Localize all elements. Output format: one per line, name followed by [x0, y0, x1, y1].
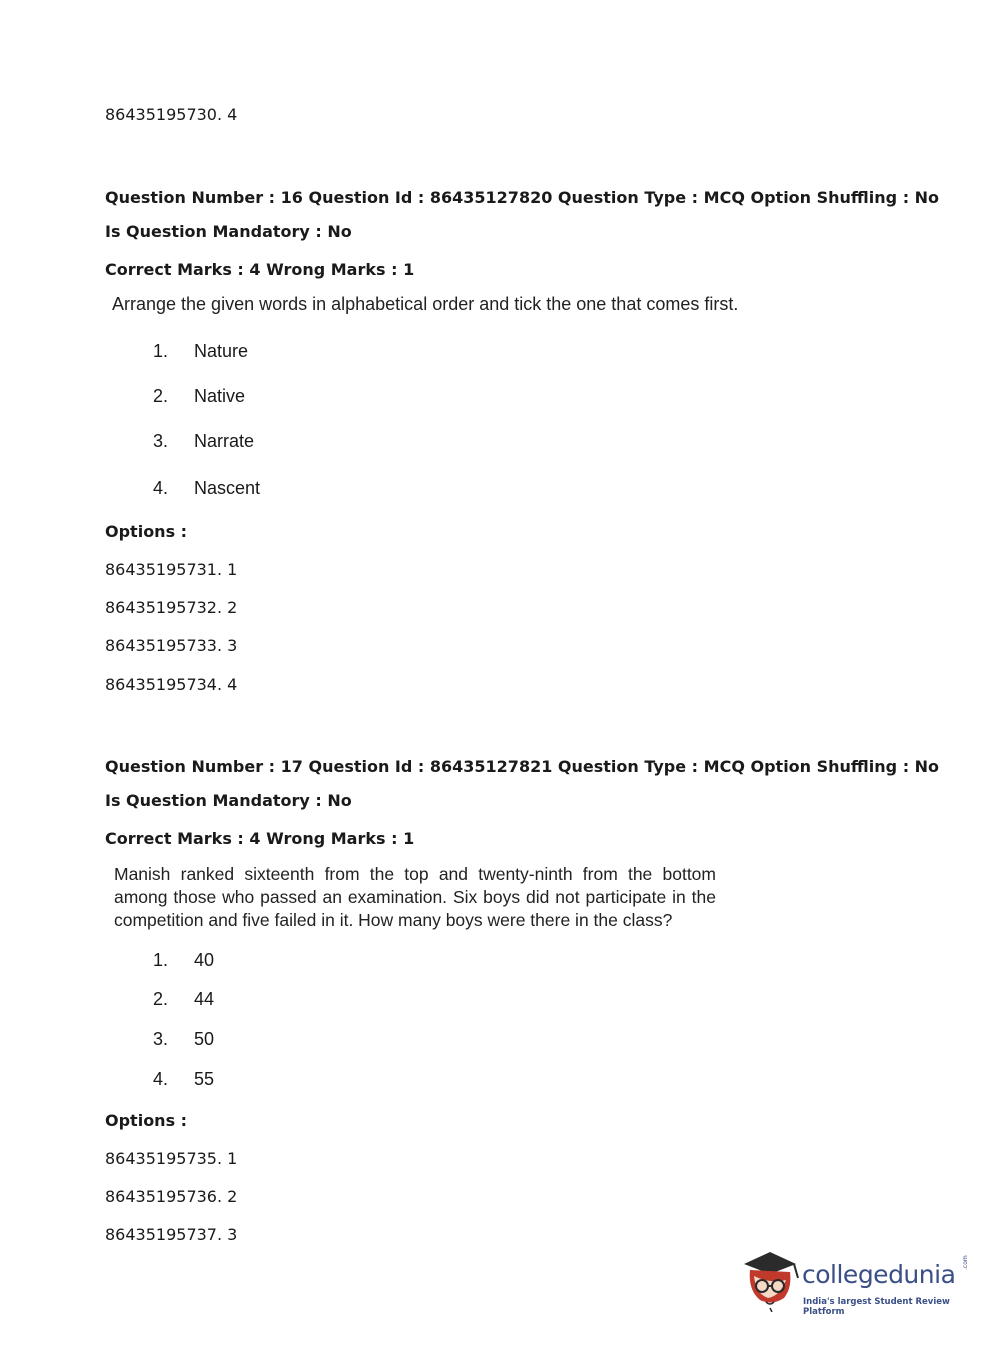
q16-option: 86435195733. 3: [105, 636, 238, 655]
q17-choice-number: 4.: [153, 1069, 169, 1089]
q17-question-text: Manish ranked sixteenth from the top and twenty-ninth from the bottom among those who passed an examination. Six boys did not participate in the competition and five failed in it. How many boys were there in the class?: [114, 864, 716, 930]
q16-option: 86435195731. 1: [105, 560, 238, 579]
q17-option: 86435195736. 2: [105, 1187, 238, 1206]
q17-options-label: Options :: [105, 1111, 188, 1130]
q16-choice-text: Native: [194, 386, 246, 406]
q17-mandatory: Is Question Mandatory : No: [105, 791, 352, 810]
q16-choice-number: 1.: [153, 341, 169, 361]
q16-options-label: Options :: [105, 522, 188, 541]
q16-choice-text: Nascent: [194, 478, 261, 498]
logo-domain-suffix: .com: [962, 1255, 969, 1270]
q17-choice-number: 1.: [153, 950, 169, 970]
q16-choice-number: 3.: [153, 431, 169, 451]
q16-option: 86435195732. 2: [105, 598, 238, 617]
q17-choice-text: 40: [194, 950, 215, 970]
logo-tagline: India's largest Student Review Platform: [803, 1297, 950, 1317]
logo-wordmark: collegedunia: [802, 1260, 956, 1289]
collegedunia-logo[interactable]: [740, 1246, 970, 1316]
q17-option: 86435195735. 1: [105, 1149, 238, 1168]
q17-choice-number: 3.: [153, 1029, 169, 1049]
q17-choice-text: 50: [194, 1029, 215, 1049]
q17-marks: Correct Marks : 4 Wrong Marks : 1: [105, 829, 415, 848]
q16-header: Question Number : 16 Question Id : 86435127820 Question Type : MCQ Option Shuffling : No: [105, 188, 940, 207]
q17-header: Question Number : 17 Question Id : 86435127821 Question Type : MCQ Option Shuffling : No: [105, 757, 940, 776]
q16-option: 86435195734. 4: [105, 675, 238, 694]
q16-choice-number: 2.: [153, 386, 169, 406]
q17-choice-text: 55: [194, 1069, 215, 1089]
student-mascot-icon: [740, 1246, 802, 1312]
prev-option: 86435195730. 4: [105, 105, 238, 124]
q17-option: 86435195737. 3: [105, 1225, 238, 1244]
q16-mandatory: Is Question Mandatory : No: [105, 222, 352, 241]
q17-choice-text: 44: [194, 989, 215, 1009]
q16-choice-text: Narrate: [194, 431, 255, 451]
q16-choice-text: Nature: [194, 341, 249, 361]
q16-question-text: Arrange the given words in alphabetical order and tick the one that comes first.: [112, 294, 739, 314]
q17-choice-number: 2.: [153, 989, 169, 1009]
q16-choice-number: 4.: [153, 478, 169, 498]
q16-marks: Correct Marks : 4 Wrong Marks : 1: [105, 260, 415, 279]
